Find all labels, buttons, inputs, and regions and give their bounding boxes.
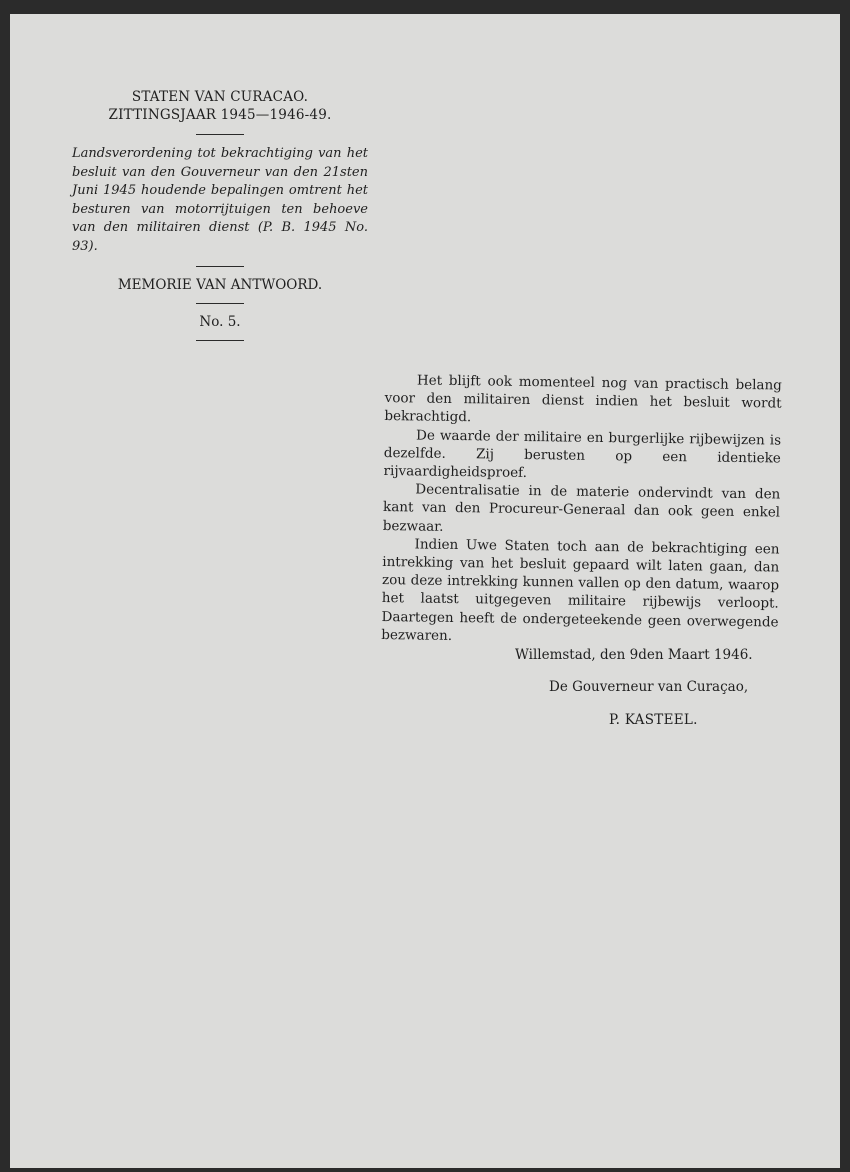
paragraph: De waarde der militaire en burgerlijke rijbewijzen is dezelfde. Zij berusten op een identieke rijvaardigheidsproef. — [383, 427, 782, 482]
document-header — [70, 88, 370, 351]
signatory-name: P. KASTEEL. — [609, 712, 698, 728]
place-date: Willemstad, den 9den Maart 1946. — [515, 647, 753, 663]
paragraph: Indien Uwe Staten toch aan de bekrachtiging een intrekking van het besluit gepaard wilt laten gaan, dan zou deze intrekking kunnen vallen op den datum, waarop het laatst uitgegeven militaire rijbewijs verloopt. Daartegen heeft de ondergeteekende geen overwegende bezwaren. — [381, 536, 780, 644]
document-number: No. 5. — [199, 314, 241, 330]
divider — [196, 134, 244, 135]
paragraph: Het blijft ook momenteel nog van practisch belang voor den militairen dienst indien het besluit wordt bekrachtigd. — [384, 372, 782, 426]
divider — [196, 340, 244, 341]
body-text — [381, 371, 782, 650]
divider — [196, 266, 244, 267]
assembly-title: STATEN VAN CURACAO. — [131, 89, 309, 105]
ordinance-subject: Landsverordening tot bekrachtiging van het besluit van den Gouverneur van den 21sten Juni 1945 houdende bepalingen omtrent het besturen van motorrijtuigen ten behoeve van den militairen dienst (P. B. 1945 No. 93). — [72, 146, 368, 254]
paragraph: Decentralisatie in de materie ondervindt van den kant van den Procureur-Generaal dan ook geen enkel bezwaar. — [382, 481, 781, 535]
session-year: ZITTINGSJAAR 1945—1946-49. — [108, 107, 332, 123]
signatory-office: De Gouverneur van Curaçao, — [549, 679, 749, 695]
document-type-heading: MEMORIE VAN ANTWOORD. — [117, 277, 323, 293]
divider — [196, 303, 244, 304]
document-page — [10, 14, 840, 1168]
